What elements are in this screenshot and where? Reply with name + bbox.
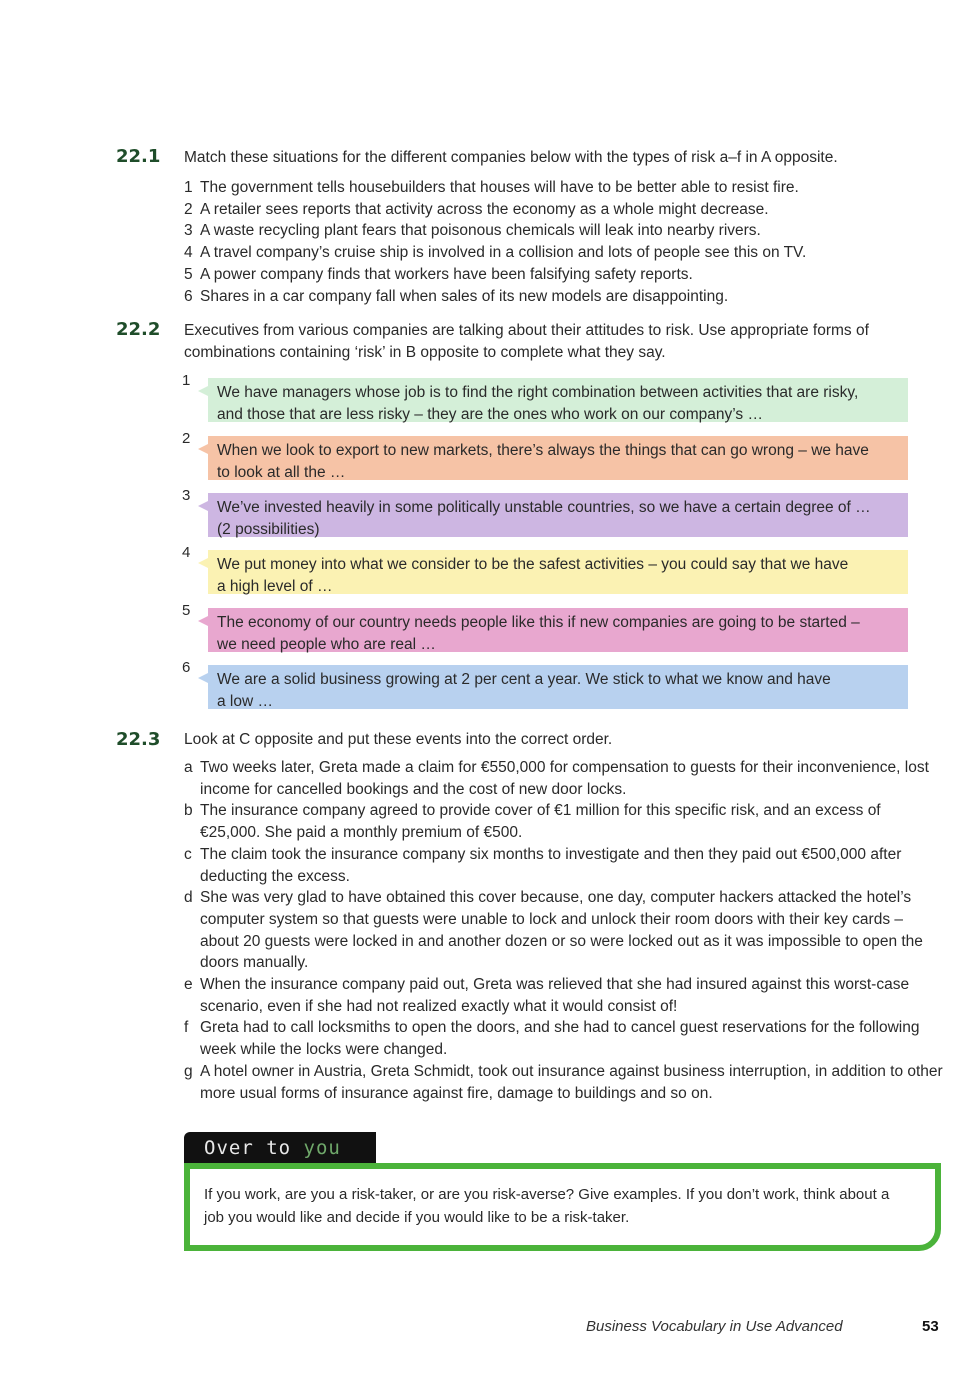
exercise-instruction: Executives from various companies are talking about their attitudes to risk. Use appropriate forms of combinations containing ‘risk’ in B opposite to complete what they say. [184, 322, 869, 361]
over-to-you-text: If you work, are you a risk-taker, or are you risk-averse? Give examples. If you don’t work, think about a job you would like and decide if you would like to be a risk-taker. [204, 1186, 890, 1226]
exercise-instruction: Match these situations for the different companies below with the types of risk a–f in A opposite. [184, 149, 838, 166]
list-item: a Two weeks later, Greta made a claim for €550,000 for compensation to guests for their inconvenience, lost income for cancelled bookings and the cost of new door locks. [184, 759, 929, 798]
speech-bubble: The economy of our country needs people like this if new companies are going to be started – we need people who are real … [208, 608, 908, 652]
speech-bubble: We’ve invested heavily in some politically unstable countries, so we have a certain degree of … (2 possibilities) [208, 493, 908, 537]
bubble-number: 6 [182, 659, 191, 676]
list-item: f Greta had to call locksmiths to open the doors, and she had to cancel guest reservations for the following week while the locks were changed. [184, 1019, 920, 1059]
page-number: 53 [922, 1318, 939, 1335]
speech-bubble-row [182, 487, 942, 539]
list-item: c The claim took the insurance company six months to investigate and then they paid out €500,000 after deducting the excess. [184, 845, 902, 885]
speech-bubble-row [182, 602, 942, 654]
over-to-you-box [184, 1163, 941, 1251]
exercise-number: 22.2 [116, 319, 161, 340]
bubble-number: 5 [182, 602, 191, 619]
list-item: d She was very glad to have obtained this cover because, one day, computer hackers attacked the hotel’s computer system so that guests were unable to lock and unlock their room doors with their key cards – about 20 guests were locked in and another dozen or so were locked out as it was impossible to open the doors manually. [184, 889, 923, 972]
situation-list [184, 177, 944, 307]
list-item: 3 A waste recycling plant fears that poisonous chemicals will leak into nearby rivers. [184, 222, 761, 240]
list-item: e When the insurance company paid out, Greta was relieved that she had insured against this worst-case scenario, even if she had not realized exactly what it would consist of! [184, 976, 910, 1015]
speech-bubble: When we look to export to new markets, there’s always the things that can go wrong – we have to look at all the … [208, 436, 908, 480]
list-item: 1 The government tells housebuilders that houses will have to be better able to resist fire. [184, 179, 799, 196]
speech-bubble-row [182, 659, 942, 711]
list-item: 6 Shares in a car company fall when sales of its new models are disappointing. [184, 287, 729, 305]
list-item: 5 A power company finds that workers have been falsifying safety reports. [184, 265, 693, 283]
list-item: g A hotel owner in Austria, Greta Schmidt, took out insurance against business interruption, in addition to other more usual forms of insurance against fire, damage to buildings and so on. [184, 1062, 943, 1102]
bubble-number: 4 [182, 544, 191, 561]
speech-bubble-row [182, 372, 942, 424]
events-list [184, 757, 944, 1104]
bubble-number: 2 [182, 430, 191, 447]
bubble-number: 1 [182, 372, 191, 389]
speech-bubble: We have managers whose job is to find the right combination between activities that are risky, and those that are less risky – they are the ones who work on our company’s … [208, 378, 908, 422]
exercise-instruction: Look at C opposite and put these events into the correct order. [184, 731, 613, 748]
list-item: b The insurance company agreed to provide cover of €1 million for this specific risk, and an excess of €25,000. She paid a monthly premium of €500. [184, 802, 881, 842]
bubble-number: 3 [182, 487, 191, 504]
speech-bubble: We put money into what we consider to be the safest activities – you could say that we have a high level of … [208, 550, 908, 594]
list-item: 2 A retailer sees reports that activity across the economy as a whole might decrease. [184, 200, 769, 218]
over-to-you-heading: Over to you [184, 1132, 376, 1164]
speech-bubble-row [182, 430, 942, 482]
exercise-number: 22.1 [116, 146, 161, 167]
exercise-number: 22.3 [116, 729, 161, 750]
speech-bubble: We are a solid business growing at 2 per cent a year. We stick to what we know and have a low … [208, 665, 908, 709]
footer-book-title: Business Vocabulary in Use Advanced [586, 1318, 843, 1335]
speech-bubble-row [182, 544, 942, 596]
list-item: 4 A travel company’s cruise ship is involved in a collision and lots of people see this on TV. [184, 244, 807, 262]
